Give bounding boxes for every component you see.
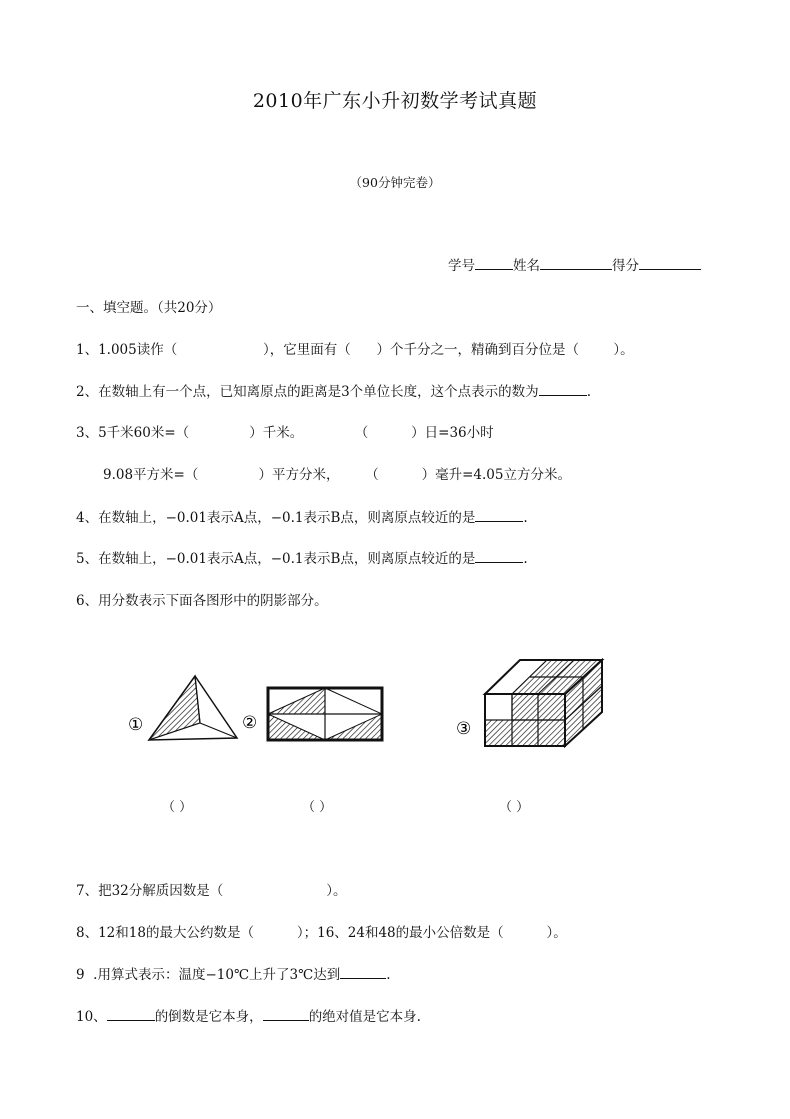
name-label: 姓名 xyxy=(513,258,540,274)
question-8: 8、12和18的最大公约数是（ ）；16、24和48的最小公倍数是（ ）。 xyxy=(76,925,567,941)
section-heading: 一、填空题。（共20分） xyxy=(76,300,222,316)
number-blank xyxy=(475,255,513,270)
question-5: 5、在数轴上，−0.01表示A点，−0.1表示B点，则离原点较近的是 . xyxy=(76,547,528,567)
answer-blank xyxy=(107,1006,155,1021)
shaded-figures xyxy=(120,650,620,760)
score-label: 得分 xyxy=(612,258,639,274)
question-4-text: 4、在数轴上，−0.01表示A点，−0.1表示B点，则离原点较近的是 xyxy=(76,510,476,526)
question-5-text: 5、在数轴上，−0.01表示A点，−0.1表示B点，则离原点较近的是 xyxy=(76,551,476,567)
score-blank xyxy=(639,255,701,270)
question-7: 7、把32分解质因数是（ ）。 xyxy=(76,883,347,899)
figure-1-label: ① xyxy=(128,715,144,735)
answer-blank xyxy=(263,1006,309,1021)
answer-blank xyxy=(475,548,523,563)
question-4: 4、在数轴上，−0.01表示A点，−0.1表示B点，则离原点较近的是 . xyxy=(76,506,528,526)
figure-3-label: ③ xyxy=(456,719,472,739)
question-10-text-2: 的绝对值是它本身. xyxy=(308,1009,421,1025)
figure-2-answer: （ ） xyxy=(302,800,333,815)
name-blank xyxy=(540,255,612,270)
answer-blank xyxy=(539,381,587,396)
page-subtitle: （90分钟完卷） xyxy=(349,175,441,190)
answer-blank xyxy=(475,507,523,522)
figure-1-answer: （ ） xyxy=(162,800,193,815)
figure-1-triangle xyxy=(149,676,237,740)
question-9: 9 .用算式表示：温度−10℃上升了3℃达到 . xyxy=(76,963,391,983)
figure-3-answer: （ ） xyxy=(499,800,530,815)
question-3b: 9.08平方米=（ ）平方分米， （ ）毫升=4.05立方分米。 xyxy=(103,467,571,483)
number-label: 学号 xyxy=(448,258,475,274)
question-2: 2、在数轴上有一个点，已知离原点的距离是3个单位长度，这个点表示的数为 . xyxy=(76,380,591,400)
figure-3-cuboid xyxy=(485,660,602,746)
question-10 xyxy=(76,1005,421,1025)
answer-blank xyxy=(340,964,386,979)
question-10-number: 10、 xyxy=(76,1009,107,1025)
question-6: 6、用分数表示下面各图形中的阴影部分。 xyxy=(76,593,328,609)
question-3a: 3、5千米60米=（ ）千米。 （ ）日=36小时 xyxy=(76,425,494,441)
question-2-text: 2、在数轴上有一个点，已知离原点的距离是3个单位长度，这个点表示的数为 xyxy=(76,384,539,400)
figure-2-rectangle xyxy=(268,688,382,740)
page-title: 2010年广东小升初数学考试真题 xyxy=(252,90,538,112)
student-info xyxy=(448,254,701,274)
question-1: 1、1.005读作（ ），它里面有（ ）个千分之一，精确到百分位是（ ）。 xyxy=(76,342,634,358)
question-10-text-1: 的倒数是它本身， xyxy=(154,1009,263,1025)
question-9-text: 9 .用算式表示：温度−10℃上升了3℃达到 xyxy=(76,967,341,983)
figure-2-label: ② xyxy=(242,713,258,733)
